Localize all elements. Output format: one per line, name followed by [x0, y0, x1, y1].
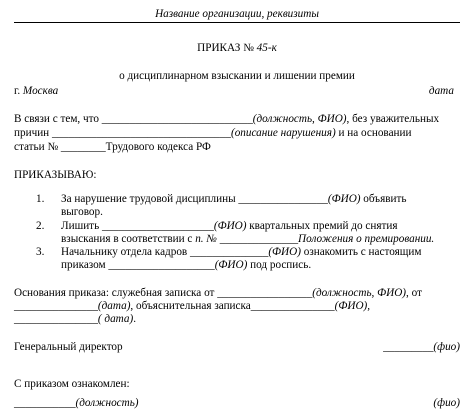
order-subtitle: о дисциплинарном взыскании и лишении премии — [119, 70, 355, 82]
director-label: Генеральный директор — [14, 341, 123, 353]
order-word: ПРИКАЗЫВАЮ: — [14, 169, 97, 181]
city: г. Москва — [14, 85, 59, 97]
item-2-line-1: Лишить ____________________(ФИО) квартальных премий до снятия — [61, 220, 398, 232]
intro-line-3: статьи № ________Трудового кодекса РФ — [14, 141, 211, 153]
item-1-number: 1. — [36, 193, 45, 205]
organization-header: Название организации, реквизиты — [155, 8, 319, 20]
order-title: ПРИКАЗ № 45-к — [197, 42, 277, 54]
director-signature: _________(фио) — [383, 341, 460, 353]
item-3-line-1: Начальнику отдела кадров ______________(ФИО) ознакомить с настоящим — [61, 246, 422, 258]
acquainted-label: С приказом ознакомлен: — [14, 378, 130, 390]
intro-line-2: причин ________________________________(описание нарушения) и на основании — [14, 127, 412, 139]
item-1-line-2: выговор. — [61, 206, 103, 218]
item-3-number: 3. — [36, 246, 45, 258]
acquainted-fio: (фио) — [433, 397, 460, 409]
basis-line-3: _______________( дата). — [14, 313, 137, 325]
item-2-number: 2. — [36, 220, 45, 232]
intro-line-1: В связи с тем, что ___________________________(должность, ФИО), без уважительных — [14, 113, 440, 125]
item-2-line-2: взыскания в соответствии с п. № ______________Положения о премировании. — [61, 233, 435, 245]
basis-line-1: Основания приказа: служебная записка от _________________(должность, ФИО), от — [14, 287, 422, 299]
item-3-line-2: приказом ___________________(ФИО) под роспись. — [61, 259, 312, 271]
item-1-line-1: За нарушение трудовой дисциплины ________________(ФИО) объявить — [61, 193, 407, 205]
date-placeholder: дата — [428, 85, 454, 97]
basis-line-2: _______________(дата), объяснительная записка_______________(ФИО), — [14, 300, 371, 312]
acquainted-position: ___________(должность) — [14, 397, 139, 409]
header-divider — [14, 22, 460, 23]
